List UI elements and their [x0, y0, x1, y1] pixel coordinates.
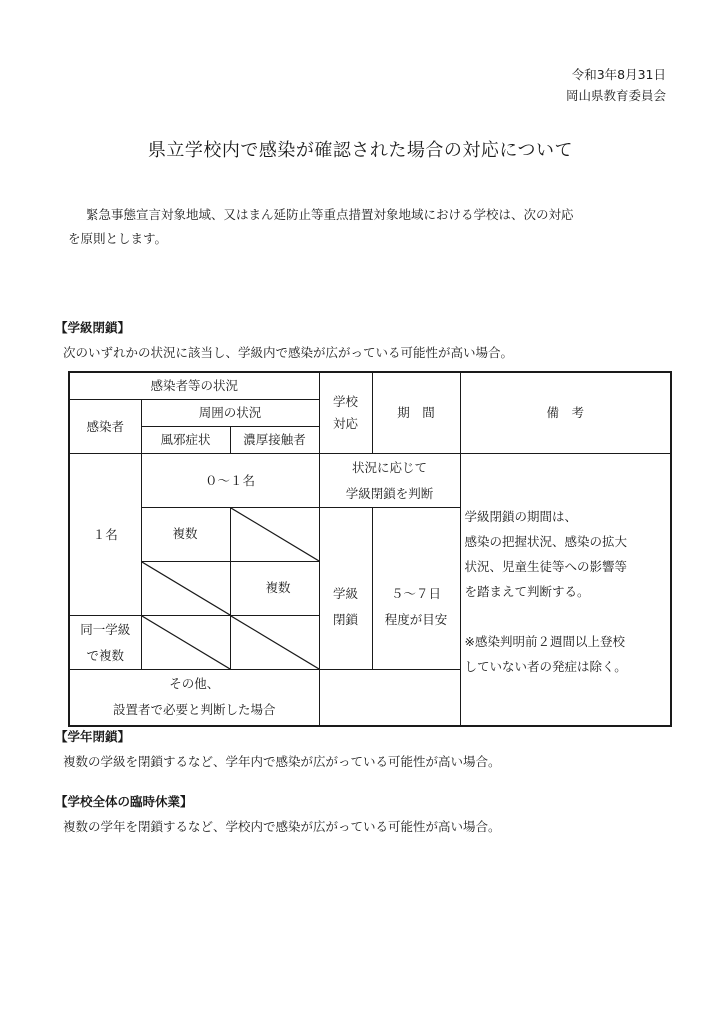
diagonal-line-1: [231, 508, 319, 561]
row-other-cell: [69, 670, 319, 726]
row-one-person: １名: [69, 454, 141, 616]
intro-line-2: を原則とします。: [68, 231, 168, 246]
header-school-response-line-1: 学校: [332, 394, 358, 409]
grade-closure-heading: 【学年閉鎖】: [55, 729, 131, 744]
header-period: 期 間: [372, 372, 460, 454]
header-cold-symptoms: 風邪症状: [141, 427, 230, 454]
row-period-line-2: 程度が目安: [384, 611, 448, 627]
row-judge-cell: [319, 454, 460, 508]
diagonal-cell-1: [230, 508, 319, 562]
header-surroundings: 周囲の状況: [141, 400, 319, 427]
note-line-4: を踏まえて判断する。: [464, 584, 590, 599]
row-same-class-line-1: 同一学級: [80, 621, 131, 637]
intro-paragraph: [68, 203, 668, 251]
header-infected: 感染者: [69, 400, 141, 454]
header-close-contact: 濃厚接触者: [230, 427, 319, 454]
header-school-response-line-2: 対応: [332, 416, 358, 431]
row-multiple-cold: 複数: [141, 508, 230, 562]
row-period-line-1: ５～７日: [390, 585, 441, 601]
row-other-line-1: その他、: [169, 676, 220, 692]
row-other-line-2: 設置者で必要と判断した場合: [112, 702, 276, 718]
header-remarks: 備 考: [460, 372, 671, 454]
document-date: 令和3年8月31日: [571, 67, 666, 82]
diagonal-cell-3: [141, 616, 230, 670]
row-same-class-line-2: で複数: [86, 647, 124, 663]
page-title: 県立学校内で感染が確認された場合の対応について: [147, 140, 574, 161]
intro-line-1: 緊急事態宣言対象地域、又はまん延防止等重点措置対象地域における学校は、次の対応: [86, 207, 574, 222]
row-period-cell: [372, 508, 460, 670]
row-closure-line-2: 閉鎖: [332, 611, 358, 627]
row-same-class: [69, 616, 141, 670]
document-date-block: [566, 64, 666, 106]
closure-criteria-table: [68, 371, 672, 727]
diagonal-cell-2: [141, 562, 230, 616]
note-line-3: 状況、児童生徒等への影響等: [464, 559, 628, 574]
header-school-response: [319, 372, 372, 454]
note-line-1: 学級閉鎖の期間は、: [464, 509, 578, 524]
note-line-6: していない者の発症は除く。: [464, 659, 627, 674]
row-judge-line-2: 学級閉鎖を判断: [345, 485, 434, 501]
row-multiple-contact: 複数: [230, 562, 319, 616]
note-line-2: 感染の把握状況、感染の拡大: [464, 534, 628, 549]
row-closure-cell: [319, 508, 372, 670]
school-closure-heading: 【学校全体の臨時休業】: [55, 794, 193, 809]
header-situation: 感染者等の状況: [69, 372, 319, 400]
row-closure-line-1: 学級: [332, 585, 358, 601]
diagonal-line-2: [142, 562, 230, 615]
grade-closure-description: 複数の学級を閉鎖するなど、学年内で感染が広がっている可能性が高い場合。: [63, 754, 501, 769]
diagonal-line-4: [231, 616, 319, 669]
class-closure-description: 次のいずれかの状況に該当し、学級内で感染が広がっている可能性が高い場合。: [63, 345, 514, 360]
diagonal-cell-4: [230, 616, 319, 670]
diagonal-line-3: [142, 616, 230, 669]
remarks-note: [460, 454, 671, 726]
school-closure-description: 複数の学年を閉鎖するなど、学校内で感染が広がっている可能性が高い場合。: [63, 819, 501, 834]
document-issuer: 岡山県教育委員会: [565, 88, 666, 103]
class-closure-heading: 【学級閉鎖】: [55, 320, 131, 335]
row-zero-to-one: ０～１名: [141, 454, 319, 508]
row-judge-line-1: 状況に応じて: [351, 459, 427, 475]
note-line-5: ※感染判明前２週間以上登校: [464, 634, 625, 649]
